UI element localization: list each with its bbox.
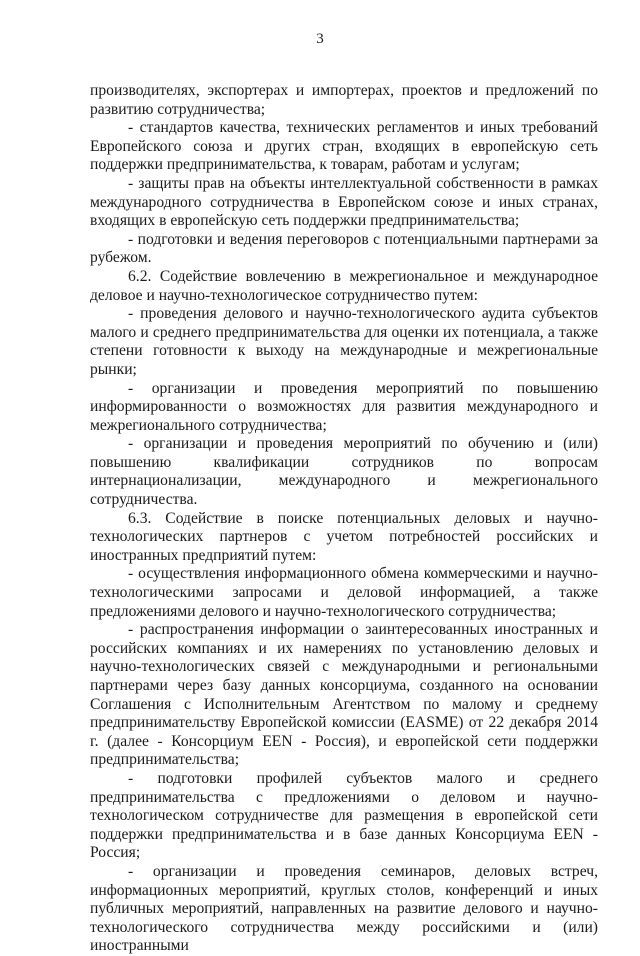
paragraph: - проведения делового и научно-технологического аудита субъектов малого и среднего предпринимательства для оценки их потенциала, а также степени готовности к выходу на международные и межрегиональные рынки; [90,305,598,378]
paragraph: 6.2. Содействие вовлечению в межрегиональное и международное деловое и научно-технологическое сотрудничество путем: [90,267,598,304]
paragraph: - распространения информации о заинтересованных иностранных и российских компаниях и их намерениях по установлению деловых и научно-технологических связей с международными и региональными партнерами через базу данных консорциума, созданного на основании Соглашения с Исполнительным Агентством по малому и среднему предпринимательству Европейской комиссии (EASME) от 22 декабря 2014 г. (далее - Консорциум EEN - Россия), и европейской сети поддержки предпринимательства; [90,621,598,769]
paragraph: - организации и проведения семинаров, деловых встреч, информационных мероприятий, круглых столов, конференций и иных публичных мероприятий, направленных на развитие делового и научно-технологического сотрудничества между российскими и (или) иностранными [90,862,598,955]
paragraph: - организации и проведения мероприятий по обучению и (или) повышению квалификации сотрудников по вопросам интернационализации, международного и межрегионального сотрудничества. [90,435,598,509]
paragraph: - стандартов качества, технических регламентов и иных требований Европейского союза и других стран, входящих в европейскую сеть поддержки предпринимательства, к товарам, работам и услугам; [90,119,598,174]
paragraph: - защиты прав на объекты интеллектуальной собственности в рамках международного сотрудничества в Европейском союзе и иных странах, входящих в европейскую сеть поддержки предпринимательства; [90,174,598,230]
paragraph: - осуществления информационного обмена коммерческими и научно-технологическими запросами и деловой информацией, а также предложениями делового и научно-технологического сотрудничества; [90,565,598,620]
paragraph: производителях, экспортерах и импортерах, проектов и предложений по развитию сотрудничества; [90,82,598,118]
paragraph: - организации и проведения мероприятий по повышению информированности о возможностях для развития международного и межрегионального сотрудничества; [90,379,598,434]
paragraph: 6.3. Содействие в поиске потенциальных деловых и научно-технологических партнеров с учетом потребностей российских и иностранных предприятий путем: [90,509,598,564]
paragraph: - подготовки профилей субъектов малого и среднего предпринимательства с предложениями о деловом и научно-технологическом сотрудничестве для размещения в европейской сети поддержки предпринимательства и в базе данных Консорциума EEN - Россия; [90,769,598,862]
paragraph: - подготовки и ведения переговоров с потенциальными партнерами за рубежом. [90,230,598,267]
document-body [90,82,598,956]
page-number: 3 [316,31,324,47]
